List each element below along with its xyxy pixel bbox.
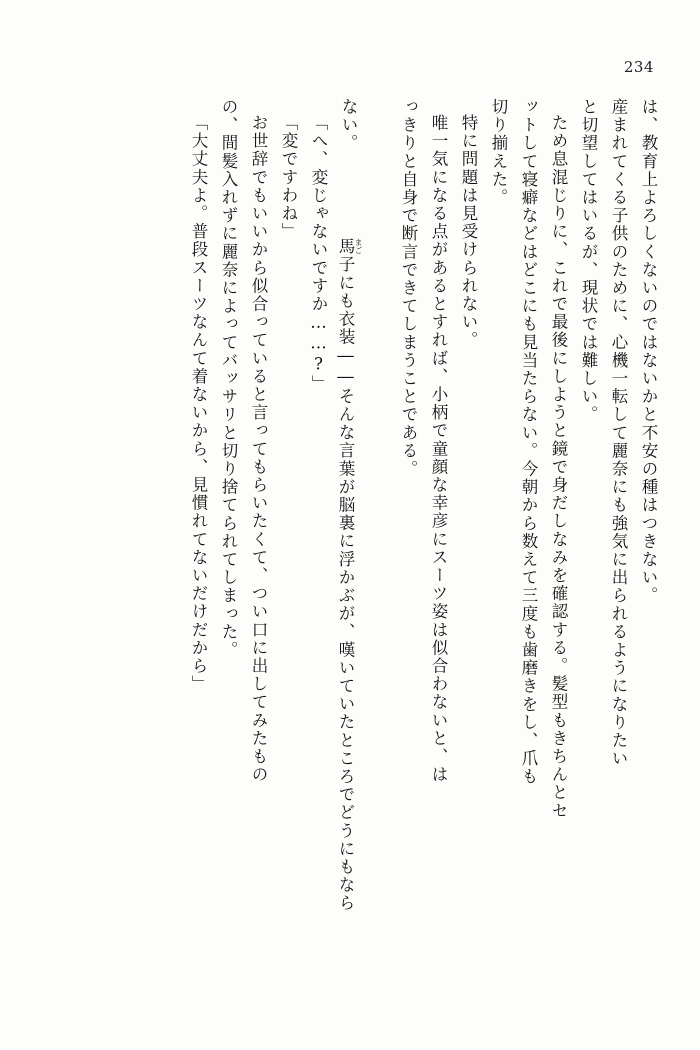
text-column: は、教育上よろしくないのではないかと不安の種はつきない。 xyxy=(639,98,658,605)
text-column: と切望してはいるが、現状では難しい。 xyxy=(579,98,598,424)
text-column: 「変ですわね」 xyxy=(279,114,298,241)
ruby-reading: まご xyxy=(354,237,363,254)
text-column: っきりと自身で断言できてしまうことである。 xyxy=(399,98,418,479)
text-column: 「へ、変じゃないですか……?」 xyxy=(309,114,328,393)
vertical-text-body xyxy=(60,98,656,990)
text-column: 唯一気になる点があるとすれば、小柄で童顔な幸彦にスーツ姿は似合わないと、は xyxy=(429,114,448,784)
text-column: の、間髪入れずに麗奈によってバッサリと切り捨てられてしまった。 xyxy=(219,98,238,660)
text-column: 産まれてくる子供のために、心機一転して麗奈にも強気に出られるようになりたい xyxy=(609,98,628,768)
text-column: 切り揃えた。 xyxy=(489,98,508,207)
text-column-text: 馬子にも衣装――そんな言葉が脳裏に浮かぶが、嘆いていたところでどうにもなら xyxy=(336,237,355,913)
text-column: ため息混じりに、これで最後にしようと鏡で身だしなみを確認する。髪型もきちんとセ xyxy=(549,114,568,820)
text-column: お世辞でもいいから似合っていると言ってもらいたくて、つい口に出してみたもの xyxy=(249,114,268,784)
text-column: ットして寝癖などはどこにも見当たらない。今朝から数えて三度も歯磨きをし、爪も xyxy=(519,98,538,786)
text-column: 特に問題は見受けられない。 xyxy=(459,114,478,350)
text-column: 「大丈夫よ。普段スーツなんて着ないから、見慣れてないだけだから」 xyxy=(189,114,208,694)
text-column: ない。 xyxy=(339,98,358,153)
page-number: 234 xyxy=(623,58,654,76)
